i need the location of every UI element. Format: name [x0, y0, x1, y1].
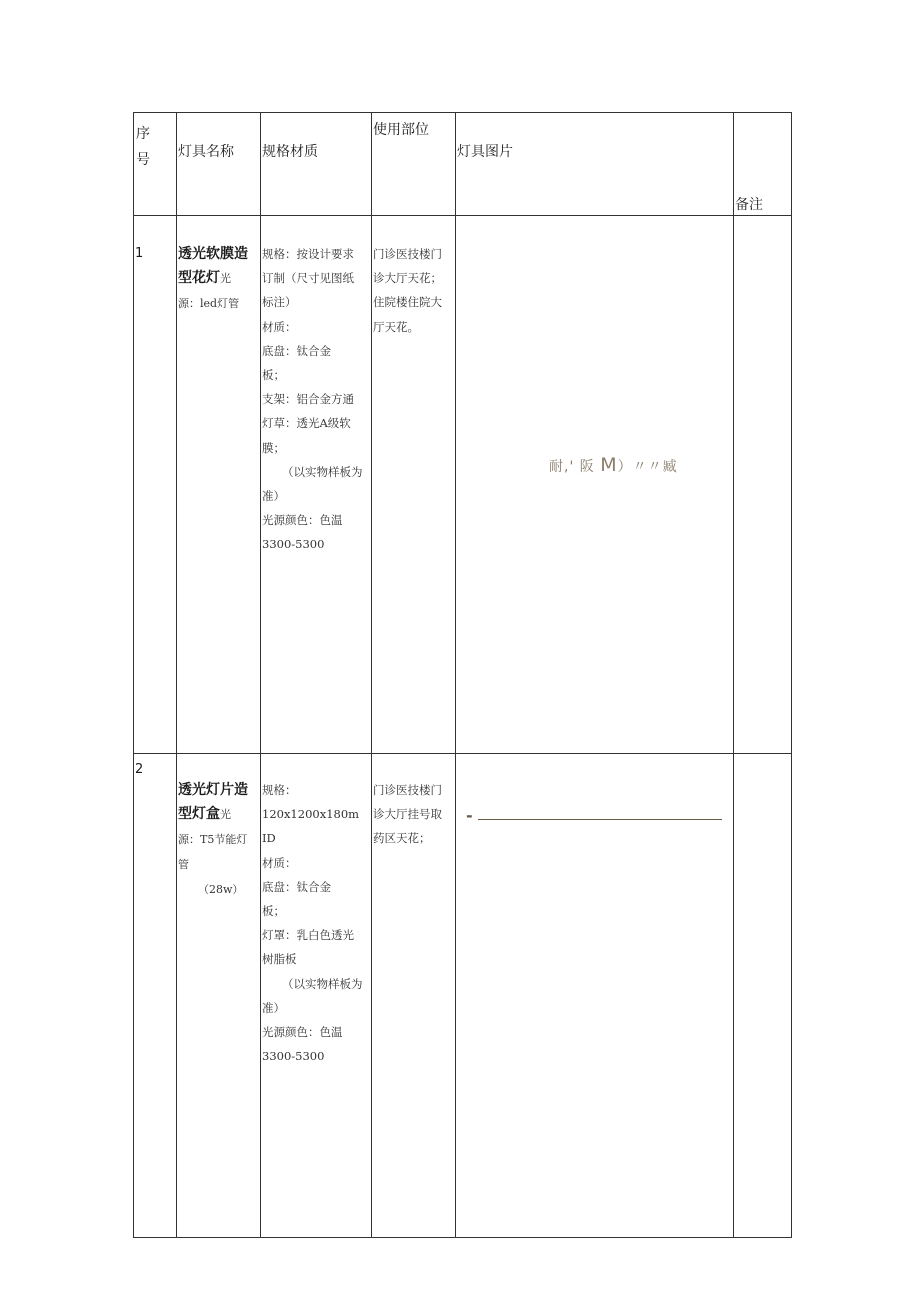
- spec-line: 准）: [262, 489, 285, 504]
- header-seq-line1: 序: [136, 126, 150, 142]
- remark-cell: [734, 754, 792, 1238]
- picture-residual-line: [466, 806, 722, 825]
- spec-line: 膜；: [262, 440, 285, 455]
- spec-line: 3300-5300: [262, 537, 325, 552]
- spec-line: 底盘：钛合金: [262, 879, 331, 894]
- spec-line: 材质：: [262, 855, 297, 870]
- spec-line: 120x1200x180m: [262, 807, 360, 822]
- spec-line: 光源颜色：色温: [262, 1025, 343, 1040]
- header-spec: 规格材质: [261, 113, 372, 216]
- spec-line: 灯罩：乳白色透光: [262, 928, 354, 943]
- picture-text-b: M: [600, 454, 618, 476]
- spec-line: 底盘：钛合金: [262, 343, 331, 358]
- spec-line: 支架：铝合金方通: [262, 392, 354, 407]
- spec-line: 板；: [262, 368, 285, 383]
- name-bold-line: 透光软膜造: [178, 246, 248, 262]
- spec-line: ID: [262, 831, 276, 846]
- header-seq-line2: 号: [136, 152, 150, 168]
- spec-material: [261, 216, 372, 754]
- remark-cell: [734, 216, 792, 754]
- spec-line: 3300-5300: [262, 1049, 325, 1064]
- picture-residual-text: [549, 454, 678, 476]
- fixture-name-bold: [178, 246, 248, 286]
- row-number: 1: [134, 216, 177, 754]
- spec-line-indent: （以实物样板为: [282, 464, 363, 479]
- fixture-picture: [456, 754, 734, 1238]
- location-line: 药区天花；: [373, 831, 431, 846]
- location-line: 诊大厅天花；: [373, 271, 442, 286]
- location-line: 住院楼住院大: [373, 295, 442, 310]
- header-picture: 灯具图片: [456, 113, 734, 216]
- spec-line: 树脂板: [262, 952, 297, 967]
- table-row: [134, 754, 792, 1238]
- header-name: 灯具名称: [177, 113, 261, 216]
- fixture-name: [177, 754, 261, 1238]
- location-line: 厅天花。: [373, 319, 419, 334]
- spec-line: 准）: [262, 1000, 285, 1015]
- name-light-line: 源：led灯管: [178, 297, 240, 310]
- location-line: 门诊医技楼门: [373, 247, 442, 261]
- spec-line: 订制（尺寸见图纸: [262, 271, 354, 286]
- name-light-line: 管: [178, 858, 189, 871]
- header-location: 使用部位: [372, 113, 456, 216]
- location-line: 门诊医技楼门: [373, 783, 442, 797]
- name-light-line: （28w）: [198, 883, 244, 896]
- spec-line: 灯草：透光A级软: [262, 416, 351, 431]
- spec-line: 材质：: [262, 319, 297, 334]
- usage-location: [372, 216, 456, 754]
- header-seq: [134, 113, 177, 216]
- fixture-picture: [456, 216, 734, 754]
- spec-line: 标注）: [262, 295, 297, 310]
- name-light-line: 光: [220, 808, 231, 821]
- name-bold-line: 型花灯: [178, 270, 220, 286]
- name-light-line: 源：T5节能灯: [178, 833, 248, 846]
- spec-line: 光源颜色：色温: [262, 513, 343, 528]
- name-bold-line: 型灯盒: [178, 806, 220, 822]
- name-bold-line: 透光灯片造: [178, 782, 248, 798]
- spec-line: 板；: [262, 904, 285, 919]
- header-remark: 备注: [734, 113, 792, 216]
- lighting-spec-table: [133, 112, 792, 1238]
- spec-line: 规格：按设计要求: [262, 247, 354, 261]
- picture-text-c: ）〃〃臧: [617, 459, 678, 475]
- fixture-name-bold: [178, 782, 248, 822]
- row-number: 2: [134, 754, 177, 1238]
- spec-line-indent: （以实物样板为: [282, 976, 363, 991]
- header-row: [134, 113, 792, 216]
- picture-text-a: 耐,' 阪: [549, 459, 601, 475]
- table-row: [134, 216, 792, 754]
- fixture-name: [177, 216, 261, 754]
- picture-lead-mark: -: [466, 806, 473, 825]
- spec-material: [261, 754, 372, 1238]
- spec-line: 规格：: [262, 783, 297, 797]
- location-line: 诊大厅挂号取: [373, 807, 442, 822]
- name-light-line: 光: [220, 272, 231, 285]
- picture-underline: [478, 819, 722, 820]
- usage-location: [372, 754, 456, 1238]
